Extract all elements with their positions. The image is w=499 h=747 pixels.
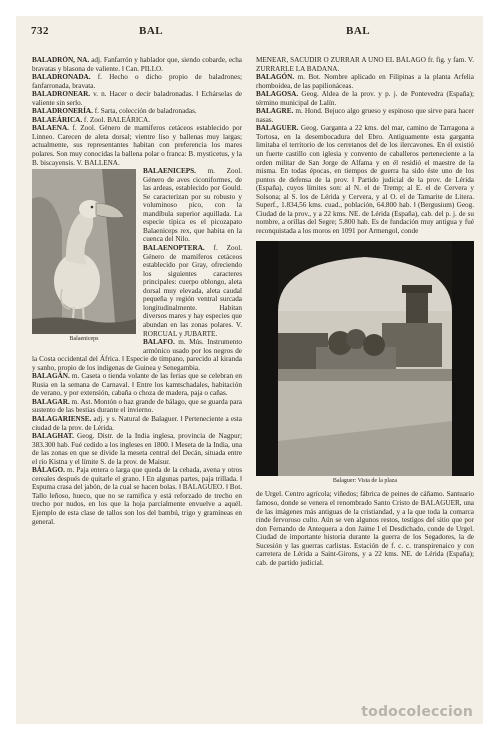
- entry-headword: BALADRONEAR.: [32, 90, 91, 99]
- entry-balago: [32, 466, 242, 526]
- entry-baladronada: [32, 73, 242, 90]
- balaguer-plaza-photo: [256, 241, 474, 476]
- entry-definition: m. Bot. Nombre aplicado en Filipinas a la planta Arfelia rhomboidea, de las papilionáceas.: [256, 73, 474, 90]
- right-column: [256, 56, 474, 706]
- entry-balagariense: [32, 415, 242, 432]
- entry-headword: BALAGRE.: [256, 107, 294, 116]
- photo-caption: Balaguer: Vista de la plaza: [332, 478, 398, 485]
- running-head-left: BAL: [139, 25, 164, 37]
- entry-headword: BALAGUER.: [256, 124, 299, 133]
- entry-definition: f. Zool. Género de mamíferos cetáceos establecido por Gray, ofreciendo los siguientes caracteres principales: cuerpo oblongo, aleta dorsal muy elevada, aleta caudal pequeña y región ventral surcada longitudinalmente. Habitan diversos mares y hay especies que abundan en las zonas polares. V. RORCUAL y JUBARTE.: [143, 244, 242, 338]
- entry-baladron: [32, 56, 242, 73]
- entry-definition: m. Ast. Montón o haz grande de bálago, que se guarda para sustento de las bestias durante el invierno.: [32, 397, 242, 415]
- entry-headword: BALAENA.: [32, 124, 69, 133]
- plaza-arch-illustration: [256, 241, 474, 476]
- entry-definition: f. Zool. BALEÁRICA.: [82, 115, 151, 124]
- entry-headword: BÁLAGO.: [32, 466, 65, 475]
- figure-caption: Balaeniceps: [69, 336, 99, 343]
- entry-headword: BALAGHAT.: [32, 432, 74, 441]
- running-head-right: BAL: [346, 25, 371, 37]
- entry-definition: f. Zool. Género de mamíferos cetáceos establecido por Linneo. Carecen de aleta dorsal; vientre liso y ballenas muy largas; actualmente, sus representantes habitan con preferencia los mares polares. Son muy conocidas la ballena polar o franca: B. mysticetus, y la B. biscayensis. V. BALLENA.: [32, 124, 242, 167]
- entry-definition: Geog. Garganta a 22 kms. del mar, camino de Tarragona a Tortosa, en la desembocadura del Ebro. Antiguamente esta garganta limitaba el territorio de los cerretanos del de los ilercavones. En él existió un fuerte castillo con iglesia y convento de caballeros perteneciente a la orden militar de San Jorge de Alfama y en él residió el maestre de la misma. En todas épocas, en tiempos de guerra ha sido éste uno de los puntos de defensa de la prov. ‖ Partido judicial de la prov. de Lérida (España), cuyos límites son: al N. el de Tremp; al E. el de Cervera y Solsona; al S. los de Lérida y Cervera, y al O. el de Tamarite de Litera. Superf., 1.834,56 kms. cuad., población, 64.800 hab. ‖ (Bergusium) Geog. Ciudad de la prov., y a 22 kms. NE. de Lérida (España), cab. del p. j. de su nombre, a orillas del Segre; 5.800 hab. Es de fundación muy antigua y fué reconquistada a los moros en 1091 por Armengol, conde: [256, 124, 474, 235]
- balaeniceps-photo: [32, 169, 136, 334]
- entry-baladroneria: [32, 107, 242, 116]
- entry-definition: Geog. Distr. de la India inglesa, provincia de Nagpur; 383.300 hab. Fué cedido a los ingleses en 1800. ‖ Meseta de la India, una de las zonas en que se divide la meseta central del Decán, situada entre el río Kistna y el límite S. de la prov. de Maisur.: [32, 432, 242, 466]
- entry-definition: adj. y s. Natural de Balaguer. ‖ Perteneciente a esta ciudad de la prov. de Lérida.: [32, 414, 242, 432]
- entry-definition: f. Hecho o dicho propio de baladrones; fanfarronada, bravata.: [32, 73, 242, 90]
- entry-balaena: [32, 124, 242, 167]
- page-number: 732: [31, 25, 49, 37]
- page-header: [16, 16, 483, 42]
- entry-definition: f. Sarta, colección de baladronadas.: [92, 107, 197, 116]
- entry-balaguer: [256, 124, 474, 235]
- todocoleccion-watermark: todocoleccion: [361, 704, 473, 720]
- entry-headword: BALAENICEPS.: [143, 167, 196, 176]
- entry-balagosa: [256, 90, 474, 107]
- entry-definition: adj. Fanfarrón y hablador que, siendo cobarde, echa bravatas y blasona de valiente. ‖ Can. PILLO.: [32, 56, 242, 73]
- continued-line: MENEAR, SACUDIR O ZURRAR A UNO EL BÁLAGO fr. fig. y fam. V. ZURRARLE LA BADANA.: [256, 56, 474, 73]
- entry-headword: BALADRONERÍA.: [32, 107, 93, 116]
- entry-balagar: [32, 398, 242, 415]
- entry-balagre: [256, 107, 474, 124]
- entry-definition: m. Caseta o tienda volante de las ferias que se celebran en Rusia en la semana de Carnaval. ‖ Entre los kamtschadales, habitación de verano, y por extensión, cabaña o choza de madera, paja o cañas.: [32, 372, 242, 398]
- entry-headword: BALAENOPTERA.: [143, 244, 205, 253]
- entry-headword: BALAGARIENSE.: [32, 414, 92, 423]
- entry-definition: m. Mús. Instrumento armónico usado por los negros de la Costa occidental del África. ‖ Especie de tímpano, parecido al kiranda y sanho, propio de los indígenas de Guinea y Senegambia.: [32, 338, 242, 372]
- entry-baladronear: [32, 90, 242, 107]
- entry-definition: m. Paja entera o larga que queda de la cebada, avena y otros cereales después de quitarle el grano. ‖ En algunas partes, paja trillada. ‖ Espuma crasa del jabón, de la cual se hacen bolas. ‖ BALAGUEO. ‖ Bot. Tallo leñoso, hueco, que no se ramifica y está reforzado de trecho en trecho por nudos, en los que la hoja parcialmente envuelve a aquél. Ejemplo de esta clase de tallos son los del bambú, trigo y gramíneas en general.: [32, 466, 242, 526]
- entry-definition: v. n. Hacer o decir baladronadas. ‖ Echárselas de valiente sin serlo.: [32, 90, 242, 107]
- dictionary-page: [16, 16, 483, 724]
- entry-headword: BALAEÁRICA.: [32, 115, 83, 124]
- entry-balagan: [32, 372, 242, 398]
- entry-headword: BALAGOSA.: [256, 90, 299, 99]
- entry-definition: m. Zool. Género de aves ciconiformes, de las ardeas, establecido por Gould. Se caracterizan por su robusto y voluminoso pico, con la mandíbula superior aquillada. La especie típica es el picozapato Balaeniceps rex, que habita en la cuenca del Nilo.: [143, 167, 242, 244]
- entry-balaghat: [32, 432, 242, 466]
- entry-headword: BALAFO.: [143, 338, 175, 347]
- balaeniceps-figure: [32, 169, 136, 344]
- balaguer-figure: [256, 241, 474, 486]
- entry-definition: m. Hond. Bejuco algo grueso y espinoso que sirve para hacer nasas.: [256, 107, 474, 124]
- shoebill-bird-illustration: [32, 169, 136, 334]
- entry-headword: BALADRONADA.: [32, 73, 91, 82]
- entry-definition: Geog. Aldea de la prov. y p. j. de Pontevedra (España); término municipal de Lalín.: [256, 90, 474, 107]
- entry-headword: BALAGAR.: [32, 397, 70, 406]
- entry-headword: BALADRÓN, NA.: [32, 56, 90, 64]
- entry-headword: BALAGÓN.: [256, 73, 295, 82]
- entry-balaguer-continued: de Urgel. Centro agrícola; viñedos; fábrica de peines de cáñamo. Santuario famoso, donde se venera el renombrado Santo Cristo de BALAGUER, una de las imágenes más antiguas de la cristiandad, y a la que toda la comarca rinde fervoroso culto. Aún se ven algunos restos, testigos del sitio que por don Fernando de Antequera a don Jaime I el Desdichado, conde de Urgel. Ciudad de importante historia durante la guerra de los Segadores, la de Sucesión y las guerras carlistas. Estación de f. c. c. transpirenaico y con carretera de Lérida a Saint-Girons, y a 22 kms. NE. de Lérida (España); cab. de partido judicial.: [256, 490, 474, 567]
- entry-balaearica: [32, 116, 242, 125]
- left-column: [32, 56, 242, 706]
- entry-balagon: [256, 73, 474, 90]
- entry-headword: BALAGÁN.: [32, 372, 70, 381]
